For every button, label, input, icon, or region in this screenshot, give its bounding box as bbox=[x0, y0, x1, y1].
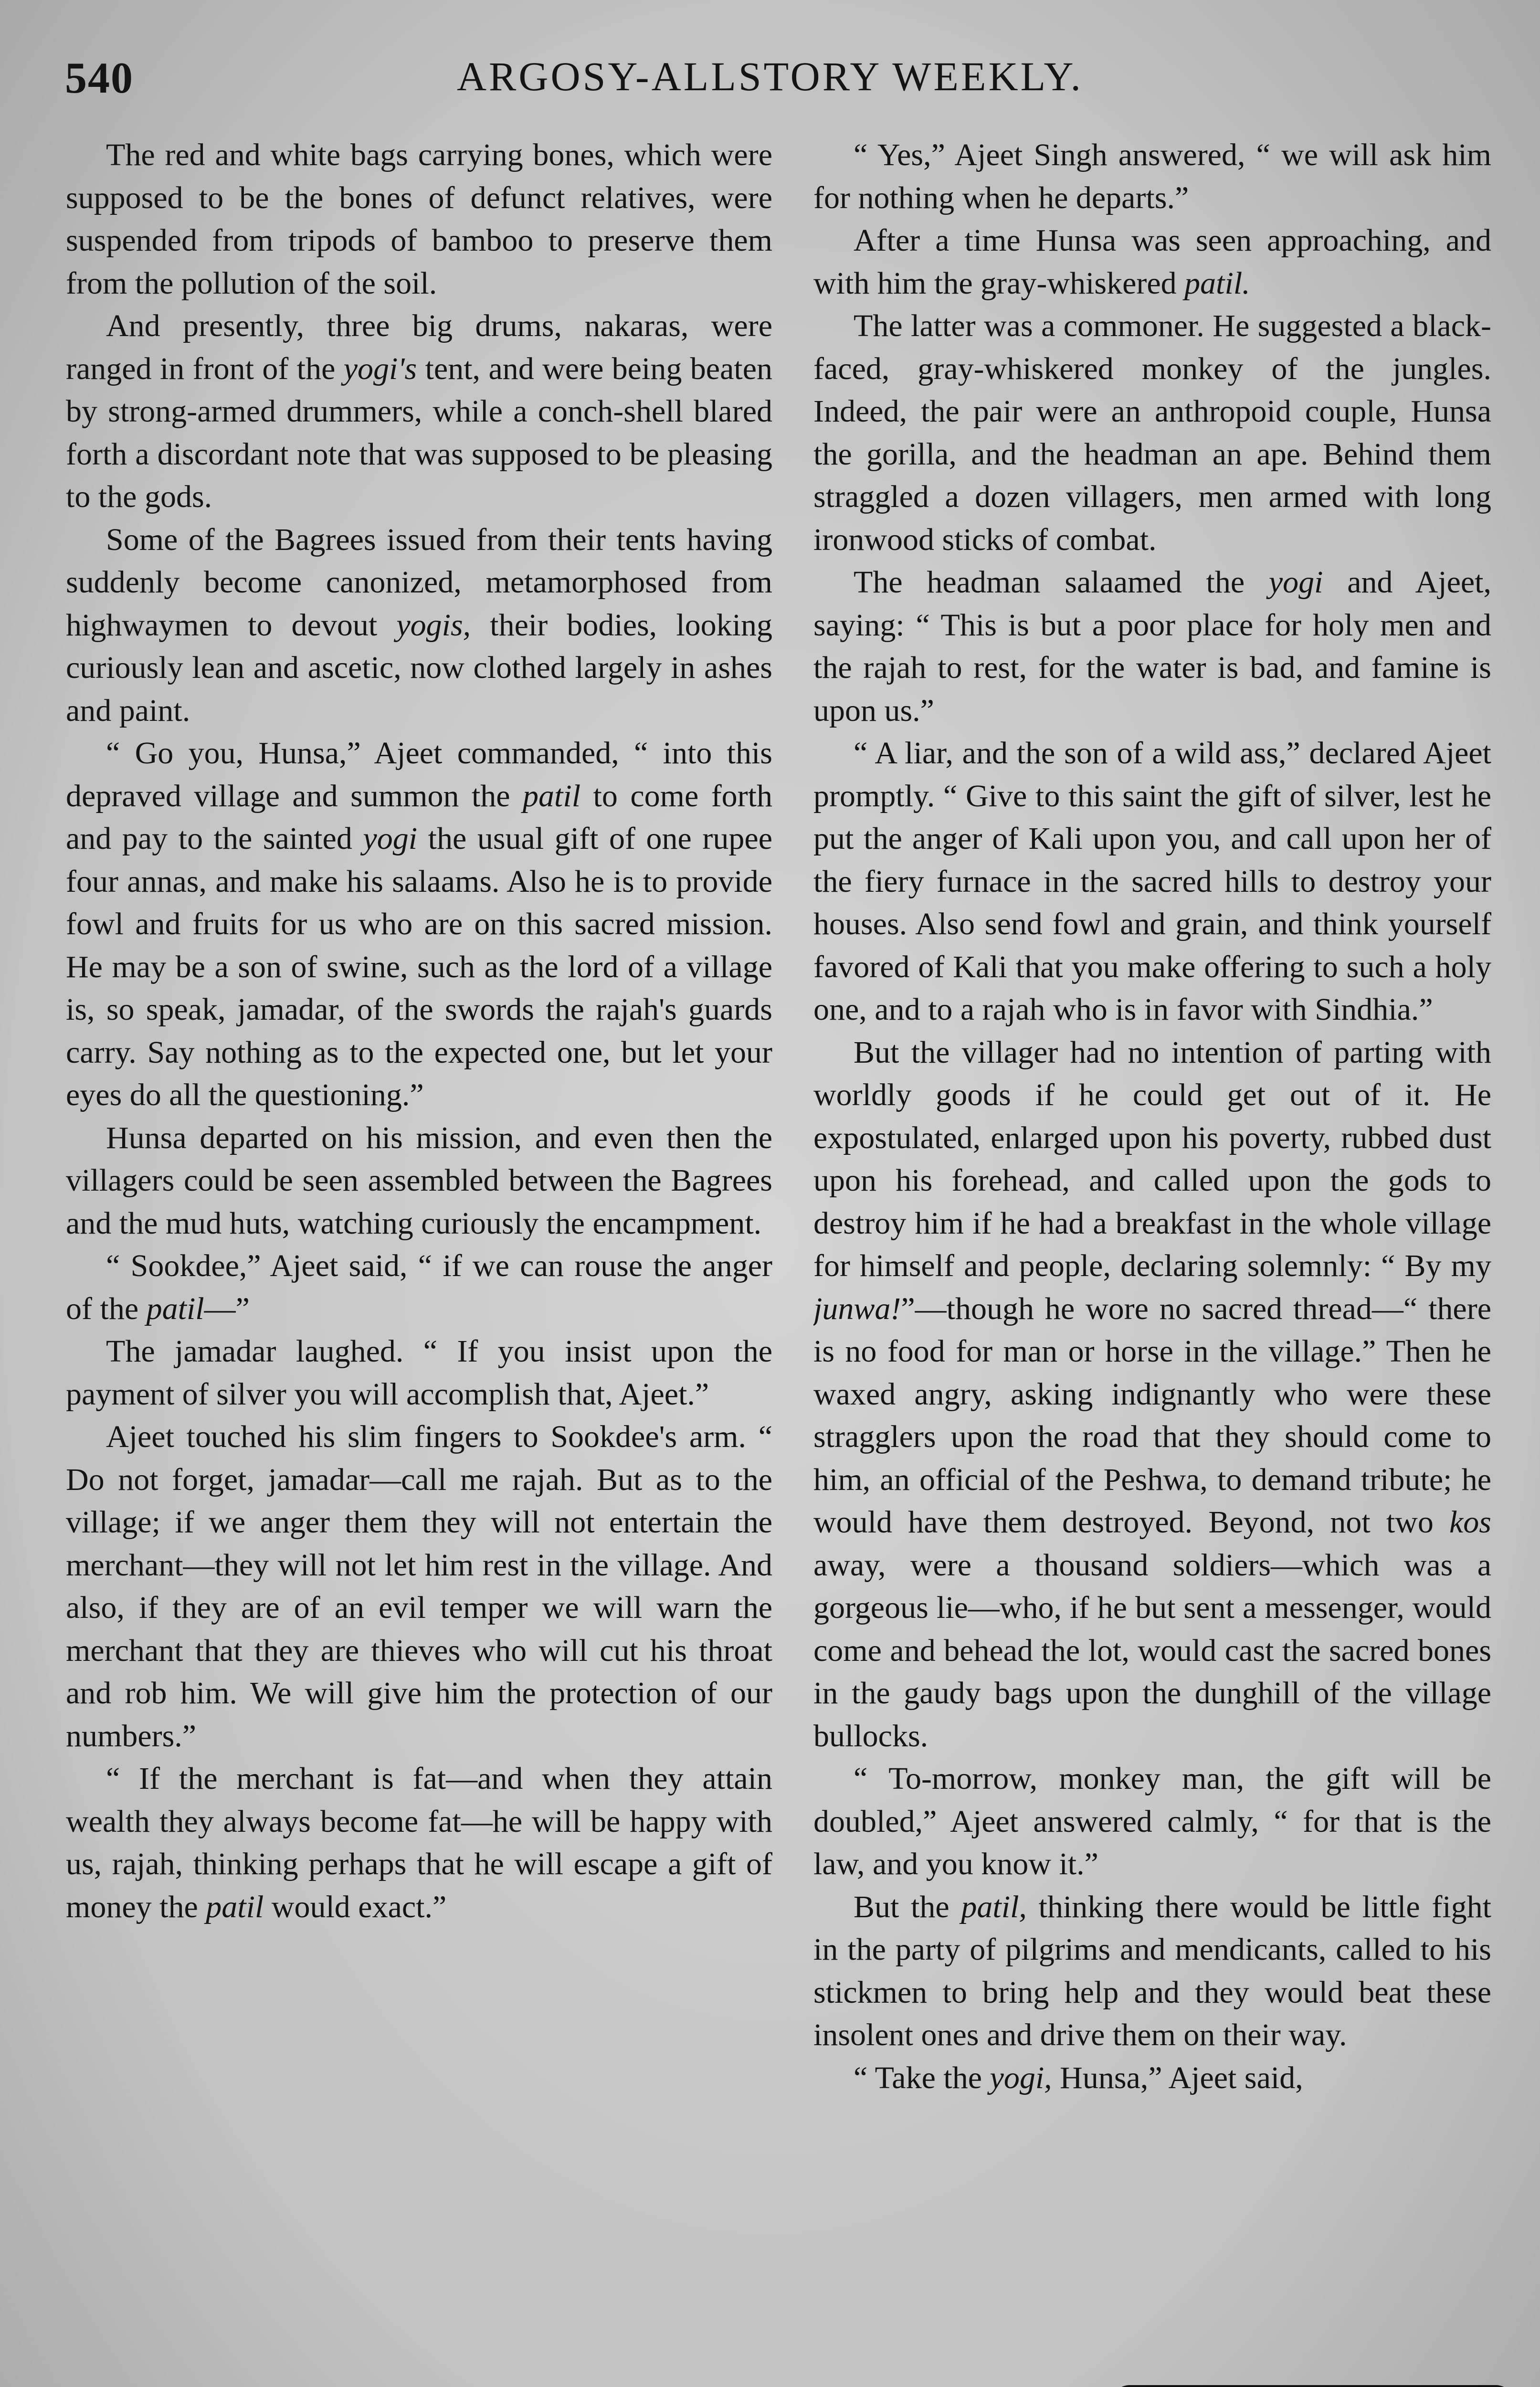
paragraph: “ Go you, Hunsa,” Ajeet commanded, “ into this depraved village and summon the patil to come forth and pay to the sainted yogi the usual gift of one rupee four annas, and make his salaams. Also he is to provide fowl and fruits for us who are on this sacred mission. He may be a son of swine, such as the lord of a village is, so speak, jamadar, of the swords the rajah's guards carry. Say nothing as to the expected one, but let your eyes do all the questioning.” bbox=[66, 736, 772, 1112]
paragraph: Some of the Bagrees issued from their tents having suddenly become canonized, metamorphosed from highwaymen to devout yogis, their bodies, looking curiously lean and ascetic, now clothed largely in ashes and paint. bbox=[66, 522, 772, 728]
paragraph: After a time Hunsa was seen approaching, and with him the gray-whiskered patil. bbox=[813, 223, 1491, 301]
paragraph: The jamadar laughed. “ If you insist upon the payment of silver you will accomplish that, Ajeet.” bbox=[66, 1334, 772, 1412]
paragraph: “ Yes,” Ajeet Singh answered, “ we will ask him for nothing when he departs.” bbox=[813, 137, 1491, 215]
paragraph: “ A liar, and the son of a wild ass,” declared Ajeet promptly. “ Give to this saint the gift of silver, lest he put the anger of Kali upon you, and call upon her of the fiery furnace in the sacred hills to destroy your houses. Also send fowl and grain, and think yourself favored of Kali that you make offering to such a holy one, and to a rajah who is in favor with Sindhia.” bbox=[813, 736, 1491, 1027]
right-column bbox=[813, 134, 1491, 2387]
paragraph: “ Take the yogi, Hunsa,” Ajeet said, bbox=[854, 2060, 1303, 2095]
paragraph: Ajeet touched his slim fingers to Sookdee's arm. “ Do not forget, jamadar—call me rajah. But as to the village; if we anger them they will not entertain the merchant—they will not let him rest in the village. And also, if they are of an evil temper we will warn the merchant that they are thieves who will cut his throat and rob him. We will give him the protection of our numbers.” bbox=[66, 1419, 772, 1753]
watermark-badge bbox=[1112, 2385, 1513, 2387]
page-header bbox=[0, 53, 1540, 105]
paragraph: But the patil, thinking there would be little fight in the party of pilgrims and mendicants, called to his stickmen to bring help and they would beat these insolent ones and drive them on their way. bbox=[813, 1889, 1491, 2052]
running-title: ARGOSY-ALLSTORY WEEKLY. bbox=[456, 53, 1084, 99]
paragraph: And presently, three big drums, nakaras, were ranged in front of the yogi's tent, and were being beaten by strong-armed drummers, while a conch-shell blared forth a discordant note that was supposed to be pleasing to the gods. bbox=[66, 308, 772, 514]
paragraph: “ To-morrow, monkey man, the gift will be doubled,” Ajeet answered calmly, “ for that is the law, and you know it.” bbox=[813, 1761, 1491, 1881]
paragraph: The headman salaamed the yogi and Ajeet, saying: “ This is but a poor place for holy men and the rajah to rest, for the water is bad, and famine is upon us.” bbox=[813, 565, 1491, 728]
paragraph: The latter was a commoner. He suggested a black-faced, gray-whiskered monkey of the jungles. Indeed, the pair were an anthropoid couple, Hunsa the gorilla, and the headman an ape. Behind them straggled a dozen villagers, men armed with long ironwood sticks of combat. bbox=[813, 308, 1491, 557]
paragraph: But the villager had no intention of parting with worldly goods if he could get out of it. He expostulated, enlarged upon his poverty, rubbed dust upon his forehead, and called upon the gods to destroy him if he had a breakfast in the whole village for himself and people, declaring solemnly: “ By my junwa!”—though he wore no sacred thread—“ there is no food for man or horse in the village.” Then he waxed angry, asking indignantly who were these stragglers upon the road that they should come to him, an official of the Peshwa, to demand tribute; he would have them destroyed. Beyond, not two kos away, were a thousand soldiers—which was a gorgeous lie—who, if he but sent a messenger, would come and behead the lot, would cast the sacred bones in the gaudy bags upon the dunghill of the village bullocks. bbox=[813, 1035, 1491, 1753]
paragraph: “ If the merchant is fat—and when they attain wealth they always become fat—he will be happy with us, rajah, thinking perhaps that he will escape a gift of money the patil would exact.” bbox=[66, 1761, 772, 1924]
page-number: 540 bbox=[65, 53, 134, 102]
paragraph: The red and white bags carrying bones, which were supposed to be the bones of defunct relatives, were suspended from tripods of bamboo to preserve them from the pollution of the soil. bbox=[66, 137, 772, 301]
paragraph: “ Sookdee,” Ajeet said, “ if we can rouse the anger of the patil—” bbox=[66, 1248, 772, 1326]
paragraph: Hunsa departed on his mission, and even then the villagers could be seen assembled between the Bagrees and the mud huts, watching curiously the encampment. bbox=[66, 1120, 772, 1241]
left-column bbox=[66, 134, 772, 2387]
